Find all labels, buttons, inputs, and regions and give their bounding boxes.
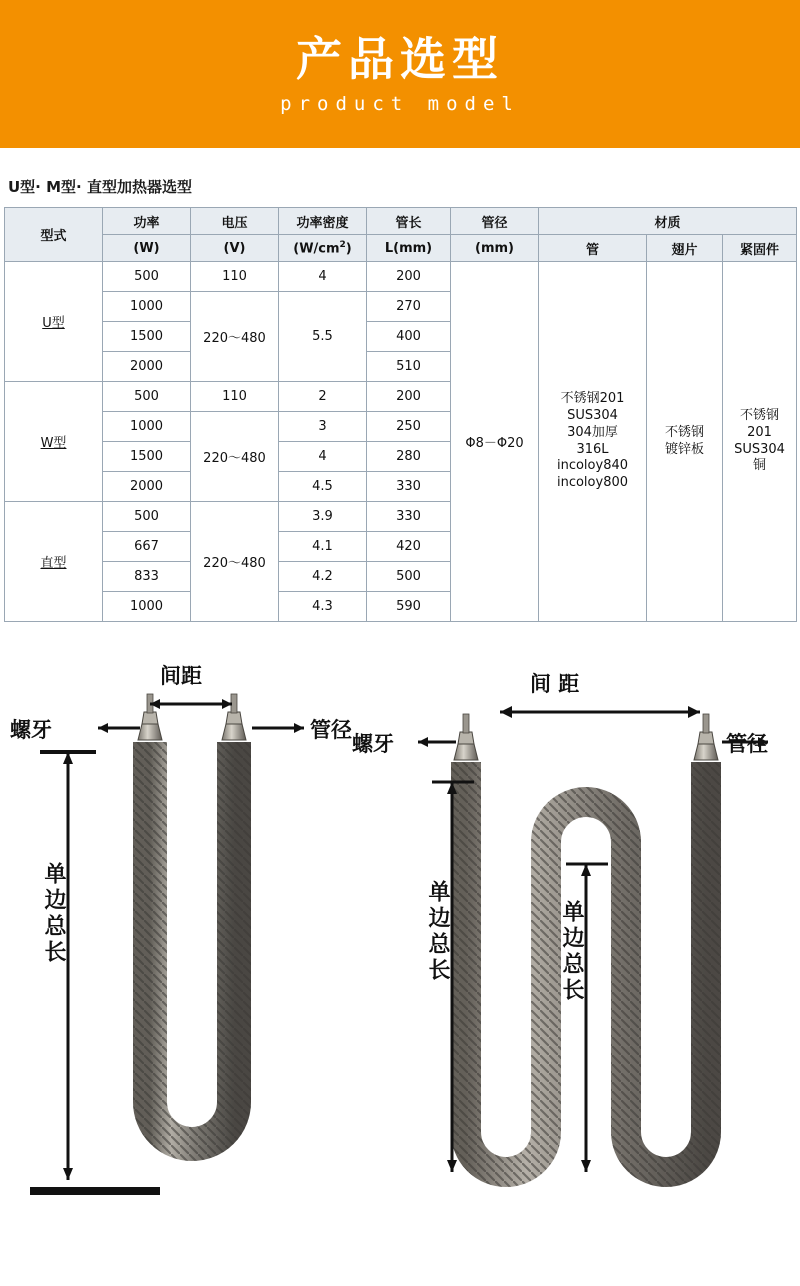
cell-length: 200 [367, 382, 451, 412]
header-material-tube: 管 [539, 235, 647, 262]
cell-density: 4.1 [279, 532, 367, 562]
label-total-length-right-outer: 单边总长 [425, 880, 450, 984]
cell-material-tube: 不锈钢201 SUS304 304加厚 316L incoloy840 incoloy800 [539, 262, 647, 622]
cell-power: 1500 [103, 442, 191, 472]
cell-length: 400 [367, 322, 451, 352]
cell-power: 500 [103, 262, 191, 292]
page-banner [0, 0, 800, 148]
header-power: 功率 [103, 208, 191, 235]
cell-density: 3 [279, 412, 367, 442]
label-tube-diameter-left: 管径 [310, 718, 352, 742]
cell-power: 667 [103, 532, 191, 562]
cell-density: 4.2 [279, 562, 367, 592]
label-spacing-right: 间 距 [530, 672, 580, 696]
label-thread-right: 螺牙 [352, 732, 394, 756]
row-type-straight: 直型 [5, 502, 103, 622]
cell-length: 420 [367, 532, 451, 562]
header-material: 材质 [539, 208, 797, 235]
cell-power: 500 [103, 382, 191, 412]
cell-length: 250 [367, 412, 451, 442]
cell-density: 4.5 [279, 472, 367, 502]
cell-power: 500 [103, 502, 191, 532]
cell-power: 2000 [103, 352, 191, 382]
cell-power: 1500 [103, 322, 191, 352]
right-heater-graphic [418, 706, 768, 1172]
table-row [5, 262, 797, 292]
cell-length: 270 [367, 292, 451, 322]
header-power-density: 功率密度 [279, 208, 367, 235]
table-header-row-1 [5, 208, 797, 235]
cell-density: 5.5 [279, 292, 367, 382]
cell-power: 833 [103, 562, 191, 592]
cell-length: 590 [367, 592, 451, 622]
label-total-length-left: 单边总长 [41, 862, 66, 966]
left-heater-graphic [30, 694, 304, 1195]
cell-voltage: 220～480 [191, 412, 279, 502]
cell-density: 4.3 [279, 592, 367, 622]
cell-material-fin: 不锈钢 镀锌板 [647, 262, 723, 622]
page-title: 产品选型 [296, 31, 504, 86]
cell-density: 2 [279, 382, 367, 412]
header-voltage-unit: (V) [191, 235, 279, 262]
cell-density: 3.9 [279, 502, 367, 532]
illustration-graphics [0, 632, 800, 1232]
label-total-length-right-inner: 单边总长 [559, 900, 584, 1004]
cell-length: 200 [367, 262, 451, 292]
spec-table-wrapper [0, 207, 800, 622]
cell-power: 2000 [103, 472, 191, 502]
cell-density: 4 [279, 262, 367, 292]
cell-voltage: 110 [191, 262, 279, 292]
cell-material-fastener: 不锈钢 201 SUS304 铜 [723, 262, 797, 622]
page-subtitle: product model [280, 93, 520, 116]
cell-power: 1000 [103, 412, 191, 442]
cell-tube-diameter: Φ8－Φ20 [451, 262, 539, 622]
cell-length: 500 [367, 562, 451, 592]
cell-length: 510 [367, 352, 451, 382]
header-material-fin: 翅片 [647, 235, 723, 262]
header-tube-diameter: 管径 [451, 208, 539, 235]
row-type-w: W型 [5, 382, 103, 502]
header-tube-length: 管长 [367, 208, 451, 235]
header-material-fastener: 紧固件 [723, 235, 797, 262]
label-spacing-left: 间距 [160, 664, 202, 688]
header-tube-diameter-unit: (mm) [451, 235, 539, 262]
cell-length: 330 [367, 502, 451, 532]
cell-density: 4 [279, 442, 367, 472]
header-power-unit: (W) [103, 235, 191, 262]
spec-table [4, 207, 797, 622]
table-header-row-2 [5, 235, 797, 262]
cell-voltage: 110 [191, 382, 279, 412]
cell-length: 280 [367, 442, 451, 472]
label-thread-left: 螺牙 [10, 718, 52, 742]
header-power-density-unit: $(W/cm^2)$ [279, 235, 367, 262]
header-tube-length-unit: L(mm) [367, 235, 451, 262]
row-type-u: U型 [5, 262, 103, 382]
heater-illustration [0, 632, 800, 1232]
cell-power: 1000 [103, 292, 191, 322]
section-caption: U型· M型· 直型加热器选型 [8, 178, 192, 196]
cell-length: 330 [367, 472, 451, 502]
header-type: 型式 [5, 208, 103, 262]
cell-voltage: 220～480 [191, 502, 279, 622]
header-voltage: 电压 [191, 208, 279, 235]
cell-power: 1000 [103, 592, 191, 622]
cell-voltage: 220～480 [191, 292, 279, 382]
label-tube-diameter-right: 管径 [726, 732, 768, 756]
